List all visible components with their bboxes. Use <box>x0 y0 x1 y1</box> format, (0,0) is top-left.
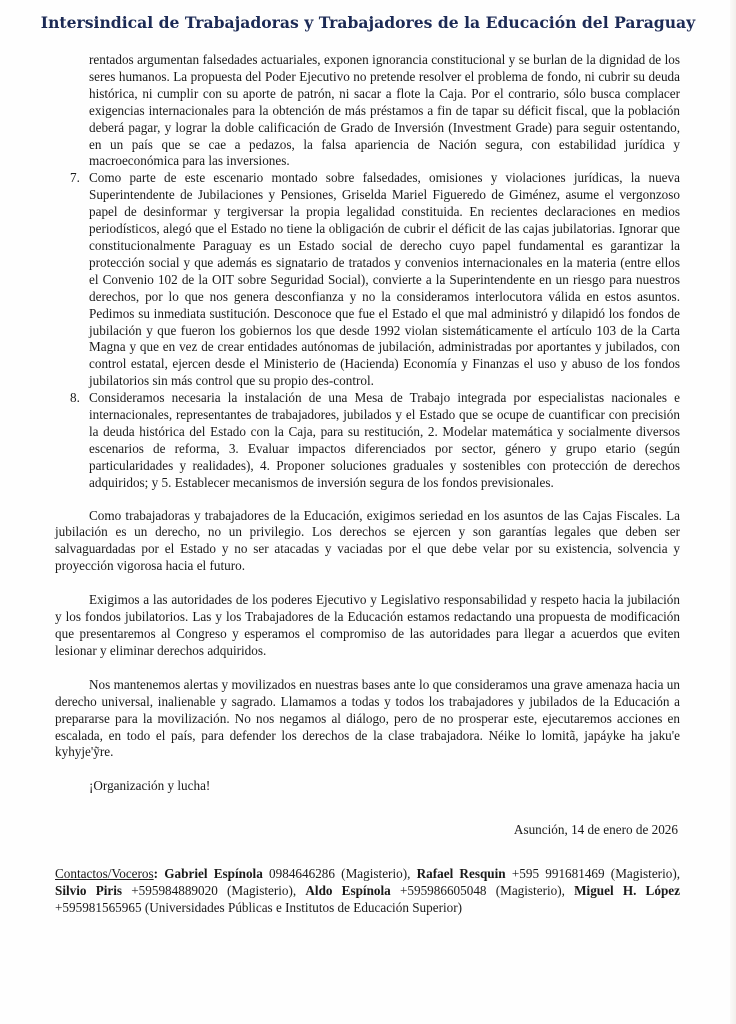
contacts-block <box>55 866 680 917</box>
contact-phone[interactable]: 0984646286 (Magisterio), <box>262 866 417 882</box>
paragraph-demand-authorities: Exigimos a las autoridades de los poderes Ejecutivo y Legislativo responsabilidad y respeto hacia la jubilación y los fondos jubilatorios. Las y los Trabajadores de la Educación estamos redactando una propuesta de modificación que presentaremos al Congreso y esperamos el compromiso de las autoridades para llegar a acuerdos que eviten lesionar y eliminar derechos adquiridos. <box>55 592 680 658</box>
paragraph-mobilization: Nos mantenemos alertas y movilizados en nuestras bases ante lo que consideramos una grave amenaza hacia un derecho universal, inalienable y sagrado. Llamamos a todas y todos los trabajadores y jubilados de la Educación a prepararse para la movilización. No nos negamos al diálogo, pero de no prosperar este, ejecutaremos acciones en escalada, en todo el país, para defender los derechos de la clase trabajadora. Néike lo lomitã, japáyke ha jaku'e kyhyje'ỹre. <box>55 676 680 760</box>
contact-phone[interactable]: +595986605048 (Magisterio), <box>390 883 575 899</box>
continued-item-text: rentados argumentan falsedades actuariales, exponen ignorancia constitucional y se burlan de la dignidad de los seres humanos. La propuesta del Poder Ejecutivo no pretende resolver el problema de fondo, ni cubrir su deuda histórica, ni cumplir con su aporte de patrón, ni sacar a flote la Caja. Por el contrario, sólo busca complacer exigencias internacionales para la obtención de más préstamos a fin de tapar su déficit fiscal, que la población deberá pagar, y lograr la doble calificación de Grado de Inversión (Investment Grade) para seguir ostentando, en un país que se cae a pedazos, la falsa apariencia de Nación segura, con estabilidad jurídica y macroeconómica para las inversiones. <box>89 52 680 169</box>
contact-name: Gabriel Espínola <box>164 866 263 882</box>
list-number: 8. <box>70 390 80 406</box>
slogan: ¡Organización y lucha! <box>89 778 211 794</box>
contacts-label: Contactos/Voceros <box>55 866 154 882</box>
contact-name: Silvio Piris <box>55 883 123 899</box>
list-number: 7. <box>70 170 80 186</box>
list-item-7 <box>55 170 680 390</box>
contacts-colon: : <box>153 866 159 882</box>
document-title: Intersindical de Trabajadoras y Trabajadores de la Educación del Paraguay <box>40 13 696 32</box>
contact-name: Aldo Espínola <box>305 883 391 899</box>
list-item-text: Consideramos necesaria la instalación de una Mesa de Trabajo integrada por especialistas nacionales e internacionales, representantes de trabajadores, jubilados y el Estado que se ocupe de cuantificar con precisión la deuda histórica del Estado con la Caja, para su restitución, 2. Modelar matemática y socialmente diversos escenarios de reforma, 3. Evaluar impactos diferenciados por sector, género y grupo etario (según particularidades y realidades), 4. Proponer soluciones graduales y sostenibles con protección de derechos adquiridos; y 5. Establecer mecanismos de inversión segura de los fondos previsionales. <box>89 390 680 490</box>
paragraph-demand-seriousness: Como trabajadoras y trabajadores de la Educación, exigimos seriedad en los asuntos de las Cajas Fiscales. La jubilación es un derecho, no un privilegio. Los derechos se ejercen y son garantías legales que deben ser salvaguardadas por el Estado y no ser atacadas y vaciadas por el que debe velar por su existencia, solvencia y proyección vigorosa hacia el futuro. <box>55 507 680 574</box>
contact-name: Miguel H. López <box>574 883 680 899</box>
contact-phone[interactable]: +595981565965 (Universidades Públicas e Institutos de Educación Superior) <box>55 899 463 915</box>
contact-name: Rafael Resquin <box>416 866 506 882</box>
list-item-text: Como parte de este escenario montado sobre falsedades, omisiones y violaciones jurídicas, la nueva Superintendente de Jubilaciones y Pensiones, Griselda Mariel Figueredo de Giménez, asume el vergonzoso papel de desinformar y tergiversar la propia legalidad constituida. En recientes declaraciones en medios periodísticos, alegó que el Estado no tiene la obligación de cubrir el déficit de las cajas jubilatorias. Ignorar que constitucionalmente Paraguay es un Estado social de derecho cuyo papel fundamental es garantizar la protección social y que además es signatario de tratados y convenios internacionales en la materia (entre ellos el Convenio 102 de la OIT sobre Seguridad Social), convierte a la Superintendente en un riesgo para nuestros derechos, por lo que nos genera desconfianza y no la consideramos interlocutora válida en estos asuntos. Pedimos su inmediata sustitución. Desconoce que fue el Estado el que mal administró y dilapidó los fondos de jubilación y que fueron los gobiernos los que desde 1992 violan sistemáticamente el artículo 103 de la Carta Magna y que en vez de crear entidades autónomas de jubilación, administradas por aportantes y jubilados, con control estatal, ejercen desde el Ministerio de (Hacienda) Economía y Finanzas el uso y abuso de los fondos jubilatorios sin más control que su propio des-control. <box>89 170 680 389</box>
contact-phone[interactable]: +595984889020 (Magisterio), <box>122 883 306 899</box>
list-item-8 <box>55 390 680 491</box>
document-body <box>55 0 680 917</box>
date-line: Asunción, 14 de enero de 2026 <box>513 822 678 838</box>
page-edge-shadow <box>730 0 736 1024</box>
contact-phone[interactable]: +595 991681469 (Magisterio), <box>505 866 681 882</box>
